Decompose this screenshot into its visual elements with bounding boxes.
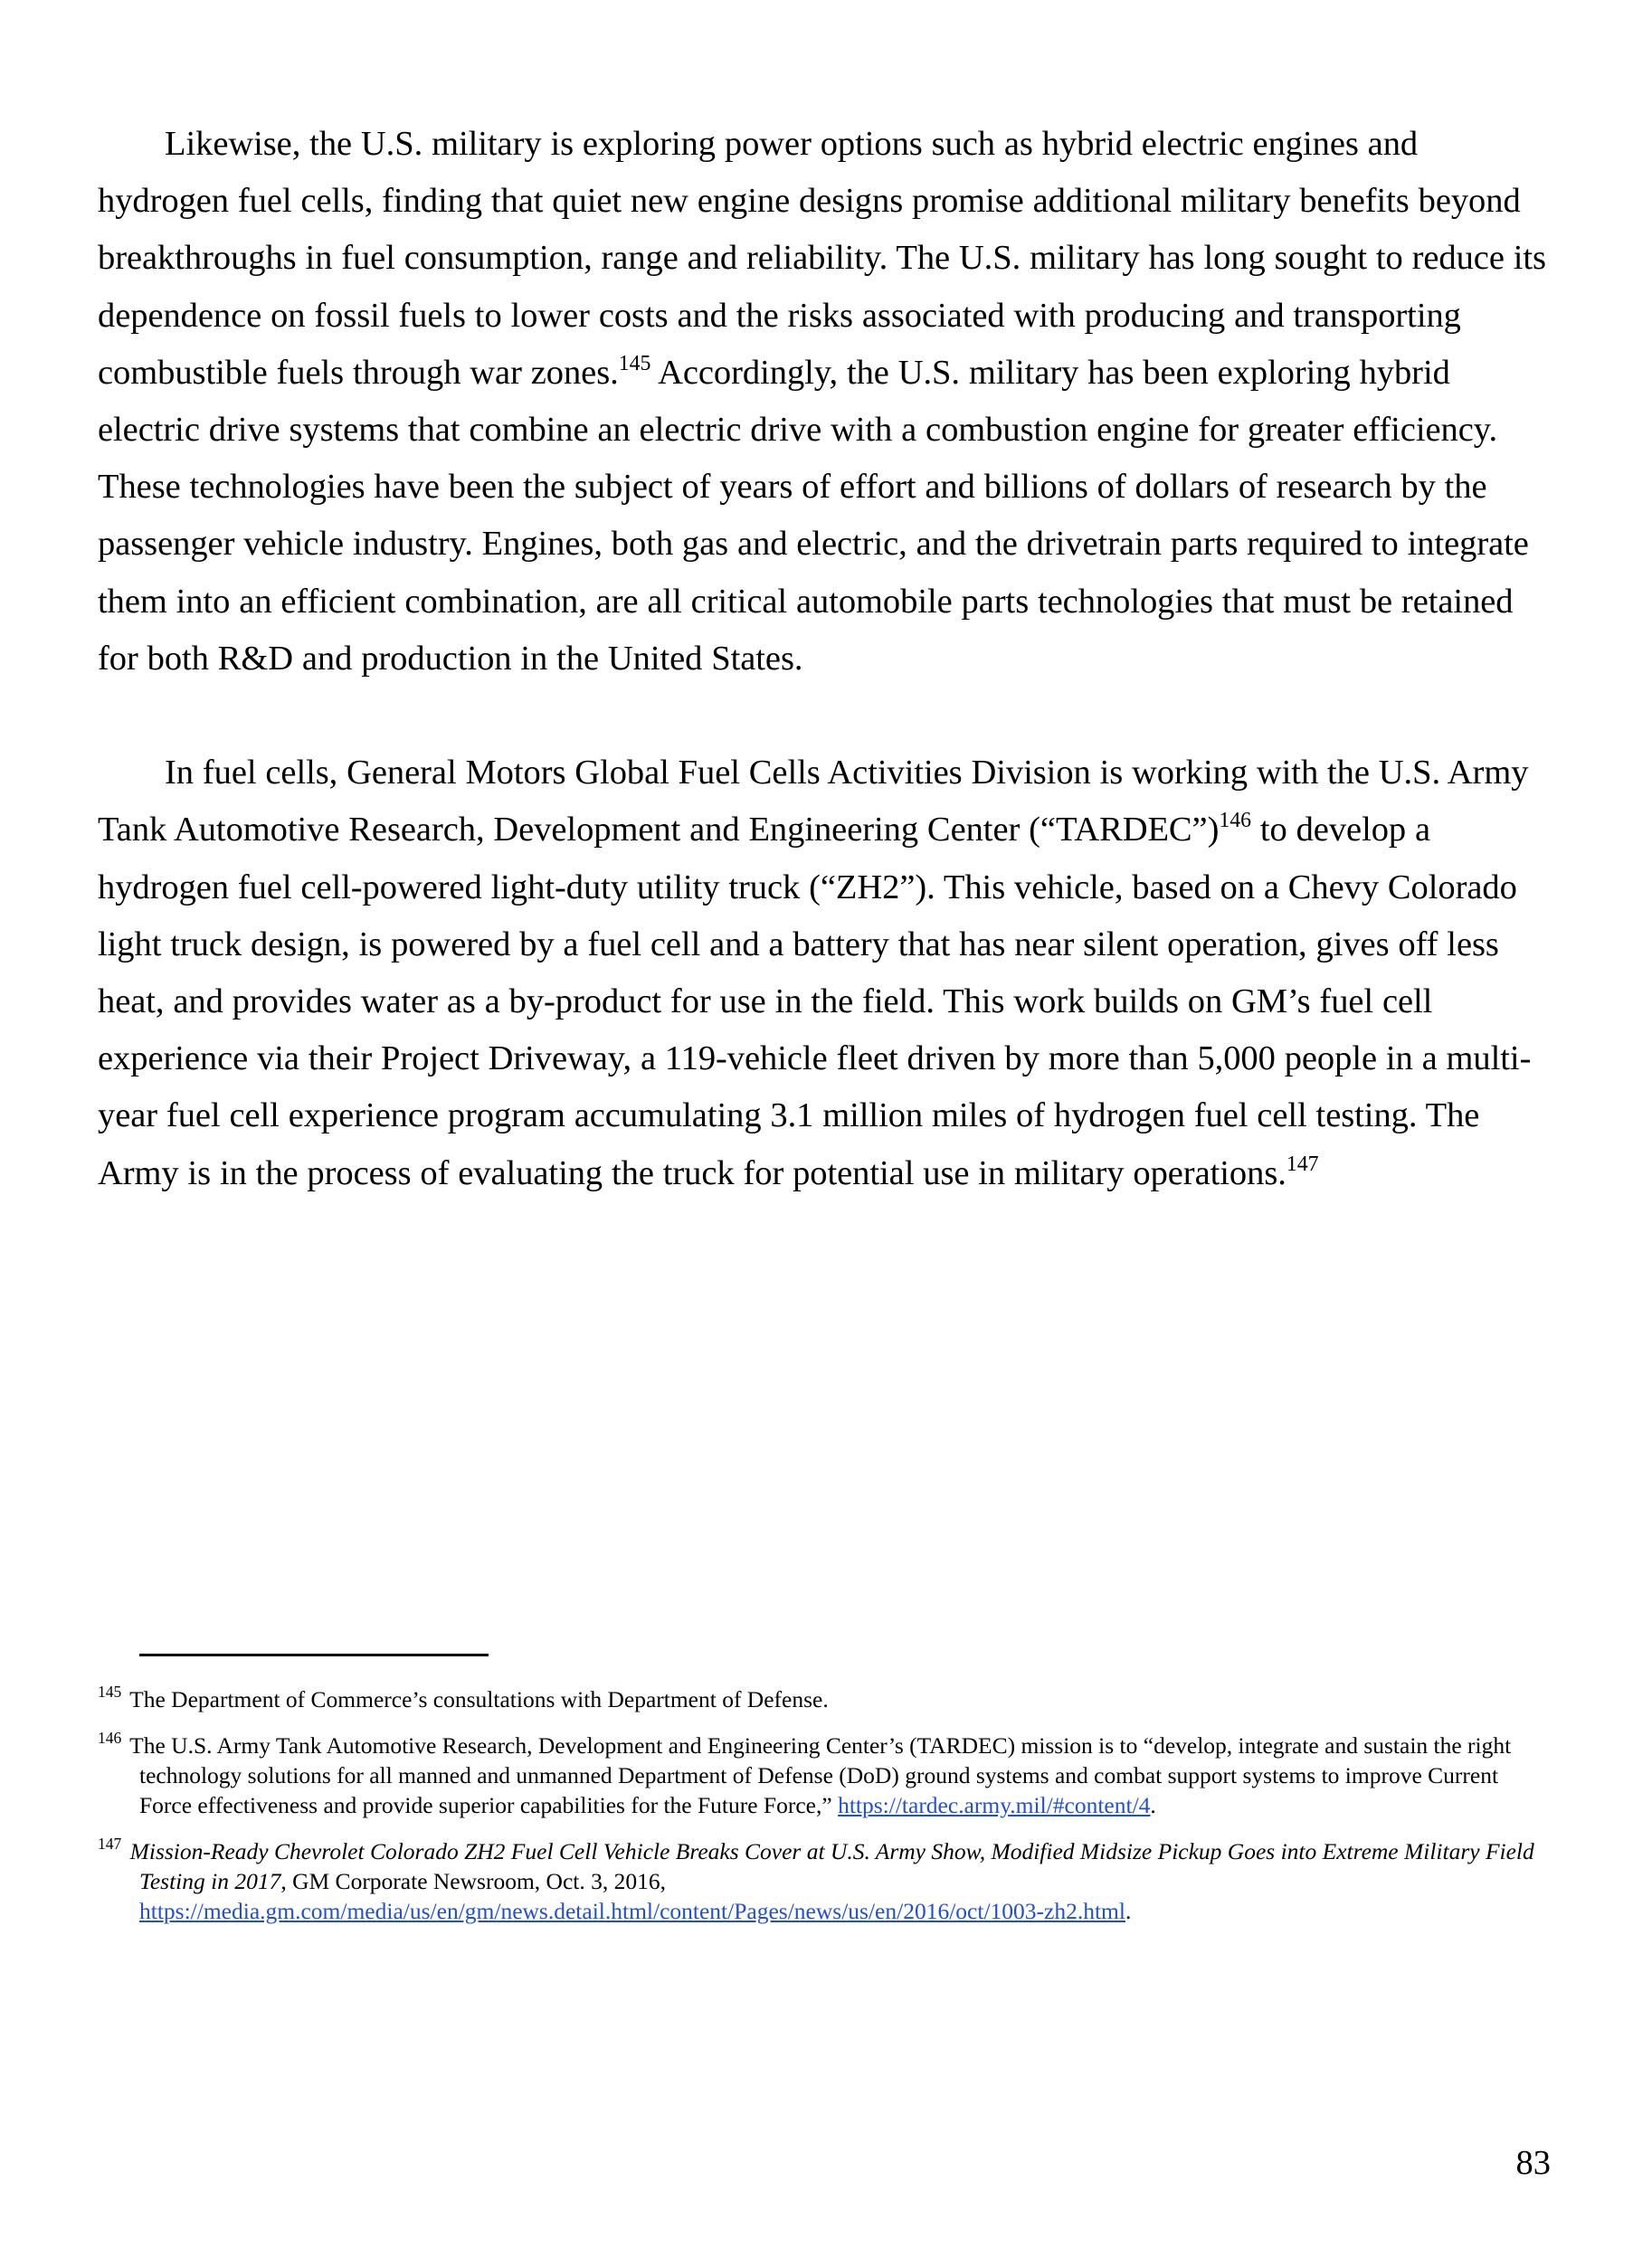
footnote-text: The Department of Commerce’s consultations with Department of Defense. (124, 1686, 829, 1712)
footnote-text: . (1150, 1792, 1156, 1818)
paragraph-text: Likewise, the U.S. military is exploring power options such as hybrid electric engines and hydrogen fuel cells, finding that quiet new engine designs promise additional military benefits beyond breakthroughs in fuel consumption, range and reliability. The U.S. military has long sought to reduce its dependence on fossil fuels to lower costs and the risks associated with producing and transporting combustible fuels through war zones. (98, 125, 1546, 392)
paragraph-text: In fuel cells, General Motors Global Fuel Cells Activities Division is working with the U.S. Army Tank Automotive Research, Development and Engineering Center (“TARDEC”) (98, 754, 1529, 849)
footnote-reference-147[interactable]: 147 (1286, 1152, 1319, 1176)
page-number: 83 (1515, 2144, 1551, 2182)
footnote-body (124, 1732, 1511, 1818)
body-text-block (98, 116, 1550, 1202)
footnote-marker-146[interactable]: 146 (98, 1729, 122, 1748)
para-fuel-cells-gm-tardec (98, 745, 1550, 1202)
footnote-marker-145[interactable]: 145 (98, 1683, 122, 1702)
para-military-power-options (98, 116, 1550, 688)
footnote-text: The U.S. Army Tank Automotive Research, Development and Engineering Center’s (TARDEC) mission is to “develop, integrate and sustain the right technology solutions for all manned and unmanned Department of Defense (DoD) ground systems and combat support systems to improve Current Force effectiveness and provide superior capabilities for the Future Force,” (124, 1732, 1512, 1818)
paragraph-text: to develop a hydrogen fuel cell-powered light-duty utility truck (“ZH2”). This vehicle, based on a Chevy Colorado light truck design, is powered by a fuel cell and a battery that has near silent operation, gives off less heat, and provides water as a by-product for use in the field. This work builds on GM’s fuel cell experience via their Project Driveway, a 119-vehicle fleet driven by more than 5,000 people in a multi-year fuel cell experience program accumulating 3.1 million miles of hydrogen fuel cell testing. The Army is in the process of evaluating the truck for potential use in military operations. (98, 811, 1532, 1192)
footnote-separator-rule (139, 1654, 489, 1656)
citation-title: Mission-Ready Chevrolet Colorado ZH2 Fuel Cell Vehicle Breaks Cover at U.S. Army Show, Modified Midsize Pickup Goes into Extreme Military Field Testing in 2017 (129, 1838, 1534, 1894)
footnote-145 (98, 1684, 1554, 1714)
paragraph-text: Accordingly, the U.S. military has been exploring hybrid electric drive systems that combine an electric drive with a combustion engine for greater efficiency. These technologies have been the subject of years of effort and billions of dollars of research by the passenger vehicle industry. Engines, both gas and electric, and the drivetrain parts required to integrate them into an efficient combination, are all critical automobile parts technologies that must be retained for both R&D and production in the United States. (98, 353, 1529, 678)
footnote-146 (98, 1731, 1554, 1820)
footnote-body (124, 1838, 1534, 1924)
external-url-link[interactable]: https://tardec.army.mil/#content/4 (838, 1792, 1151, 1818)
footnote-marker-147[interactable]: 147 (98, 1835, 122, 1854)
footnote-list (98, 1684, 1554, 1926)
footnote-147 (98, 1836, 1554, 1926)
footnote-text: , GM Corporate Newsroom, Oct. 3, 2016, (280, 1868, 666, 1894)
footnote-text: . (1125, 1898, 1132, 1924)
footnote-body (124, 1686, 828, 1712)
external-url-link[interactable]: https://media.gm.com/media/us/en/gm/news.detail.html/content/Pages/news/us/en/2016/oct/1003-zh2.html (139, 1898, 1125, 1924)
footnote-reference-146[interactable]: 146 (1219, 809, 1252, 833)
footnote-reference-145[interactable]: 145 (618, 352, 651, 376)
footnote-area (98, 1654, 1554, 1942)
